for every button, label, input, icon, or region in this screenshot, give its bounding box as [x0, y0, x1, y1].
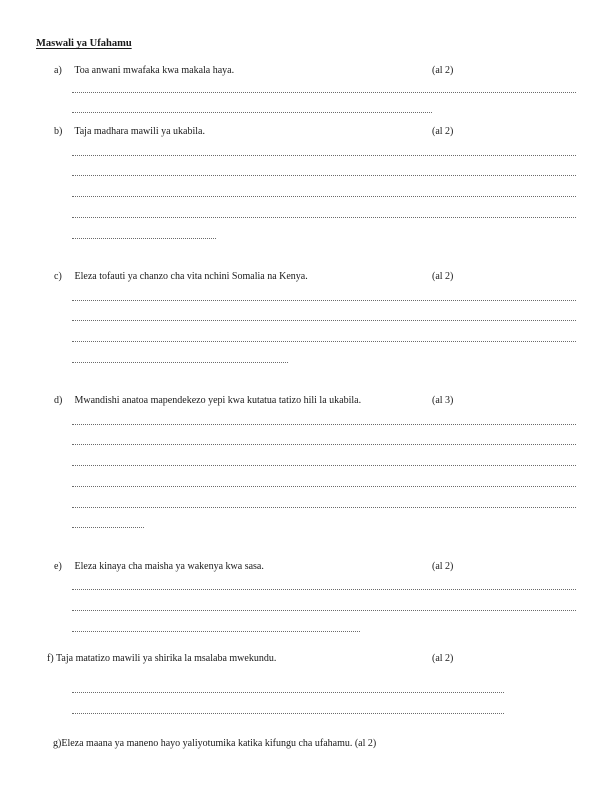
question-f [47, 653, 276, 664]
marks-e: (al 2) [432, 561, 454, 572]
section-title: Maswali ya Ufahamu [36, 38, 132, 49]
question-label: e) [54, 561, 62, 572]
marks-d: (al 3) [432, 395, 454, 406]
question-d [54, 395, 361, 406]
answer-line[interactable] [72, 362, 288, 363]
question-c [54, 271, 308, 282]
question-g [53, 738, 376, 749]
answer-line[interactable] [72, 238, 216, 239]
question-text: Eleza tofauti ya chanzo cha vita nchini Somalia na Kenya. [74, 271, 308, 282]
question-b [54, 126, 205, 137]
marks-b: (al 2) [432, 126, 454, 137]
answer-line[interactable] [72, 444, 576, 445]
question-text: Eleza kinaya cha maisha ya wakenya kwa sasa. [74, 561, 264, 572]
answer-line[interactable] [72, 300, 576, 301]
answer-line[interactable] [72, 465, 576, 466]
answer-line[interactable] [72, 610, 576, 611]
answer-line[interactable] [72, 507, 576, 508]
marks-f: (al 2) [432, 653, 454, 664]
question-text: Taja madhara mawili ya ukabila. [74, 126, 205, 137]
question-a [54, 65, 234, 76]
answer-line[interactable] [72, 713, 504, 714]
marks-a: (al 2) [432, 65, 454, 76]
answer-line[interactable] [72, 527, 144, 528]
question-label: a) [54, 65, 62, 76]
question-label: g) [53, 738, 62, 749]
question-text: Eleza maana ya maneno hayo yaliyotumika katika kifungu cha ufahamu. (al 2) [61, 738, 377, 749]
question-text: Toa anwani mwafaka kwa makala haya. [74, 65, 235, 76]
question-label: c) [54, 271, 62, 282]
question-text: Taja matatizo mawili ya shirika la msalaba mwekundu. [56, 653, 277, 664]
answer-line[interactable] [72, 486, 576, 487]
answer-line[interactable] [72, 112, 432, 113]
answer-line[interactable] [72, 424, 576, 425]
question-e [54, 561, 264, 572]
question-label: d) [54, 395, 63, 406]
question-text: Mwandishi anatoa mapendekezo yepi kwa kutatua tatizo hili la ukabila. [74, 395, 362, 406]
question-label: f) [47, 653, 54, 664]
answer-line[interactable] [72, 92, 576, 93]
answer-line[interactable] [72, 196, 576, 197]
marks-c: (al 2) [432, 271, 454, 282]
answer-line[interactable] [72, 155, 576, 156]
answer-line[interactable] [72, 341, 576, 342]
answer-line[interactable] [72, 589, 576, 590]
answer-line[interactable] [72, 631, 360, 632]
answer-line[interactable] [72, 217, 576, 218]
answer-line[interactable] [72, 320, 576, 321]
question-label: b) [54, 126, 63, 137]
answer-line[interactable] [72, 175, 576, 176]
answer-line[interactable] [72, 692, 504, 693]
